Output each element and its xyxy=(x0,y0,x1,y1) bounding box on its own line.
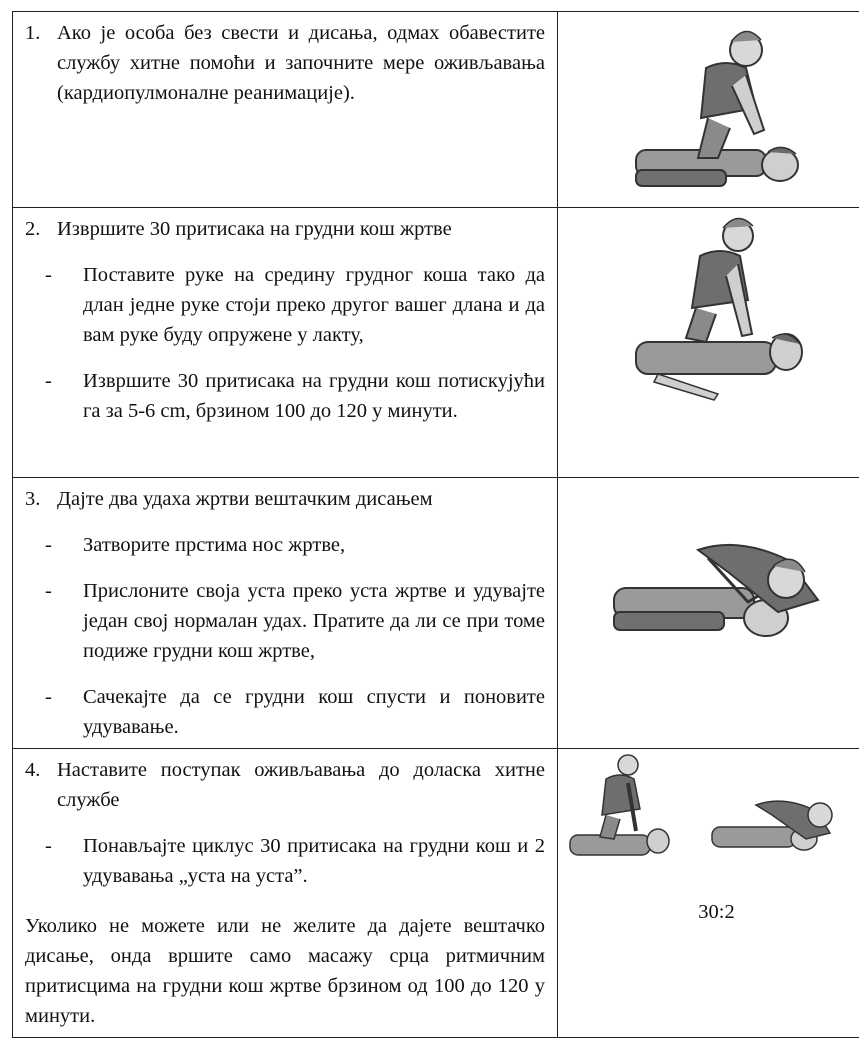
list-item: - Прислоните своја уста преко уста жртве и удувајте један свој нормалан удах. Пратите да ли се при томе подиже грудни кош жртве, xyxy=(25,576,545,666)
step-row-2 xyxy=(13,208,859,478)
step-number: 2. xyxy=(25,214,57,244)
step-number: 1. xyxy=(25,18,57,108)
step-3-text: Дајте два удаха жртви вештачким дисањем xyxy=(57,484,545,514)
step-row-3 xyxy=(13,478,859,749)
bullet-marker: - xyxy=(25,682,83,742)
list-item: - Поставите руке на средину грудног коша тако да длан једне руке стоји преко другог вашег длана и да вам руке буду опружене у лакту, xyxy=(25,260,545,350)
step-2-text-cell xyxy=(13,208,558,478)
list-item: - Понављајте циклус 30 притисака на грудни кош и 2 удувавања „уста на уста”. xyxy=(25,831,545,891)
bullet-marker: - xyxy=(25,831,83,891)
cycle-ratio-label: 30:2 xyxy=(558,897,859,927)
cpr-cycle-icon xyxy=(566,753,859,883)
step-2-text: Извршите 30 притисака на грудни кош жртве xyxy=(57,214,545,244)
step-1-text-cell xyxy=(13,12,558,208)
cpr-steps-table xyxy=(12,11,859,1038)
list-item: - Сачекајте да се грудни кош спусти и поновите удувавање. xyxy=(25,682,545,742)
bullet-marker: - xyxy=(25,576,83,666)
step-row-4 xyxy=(13,749,859,1038)
list-item: - Извршите 30 притисака на грудни кош потискујући га за 5-6 cm, брзином 100 до 120 у минути. xyxy=(25,366,545,426)
step-1-text: Ако је особа без свести и дисања, одмах обавестите службу хитне помоћи и започните мере оживљавања (кардиопулмоналне реанимације). xyxy=(57,18,545,108)
step-3-text-cell xyxy=(13,478,558,749)
cpr-kneeling-icon xyxy=(628,20,808,200)
rescue-breath-icon xyxy=(608,538,838,668)
bullet-marker: - xyxy=(25,260,83,350)
step-1-illustration-cell xyxy=(558,12,859,208)
step-2-illustration-cell xyxy=(558,208,859,478)
step-number: 4. xyxy=(25,755,57,815)
chest-compression-icon xyxy=(628,214,808,414)
step-number: 3. xyxy=(25,484,57,514)
bullet-marker: - xyxy=(25,530,83,560)
step-3-illustration-cell xyxy=(558,478,859,749)
step-row-1 xyxy=(13,12,859,208)
step-4-note: Уколико не можете или не желите да дајете вештачко дисање, онда вршите само масажу срца ритмичним притисцима на грудни кош жртве брзином од 100 до 120 у минути. xyxy=(25,911,545,1031)
step-4-text-cell xyxy=(13,749,558,1038)
list-item: - Затворите прстима нос жртве, xyxy=(25,530,545,560)
bullet-marker: - xyxy=(25,366,83,426)
step-4-text: Наставите поступак оживљавања до доласка хитне службе xyxy=(57,755,545,815)
step-4-illustration-cell xyxy=(558,749,859,1038)
